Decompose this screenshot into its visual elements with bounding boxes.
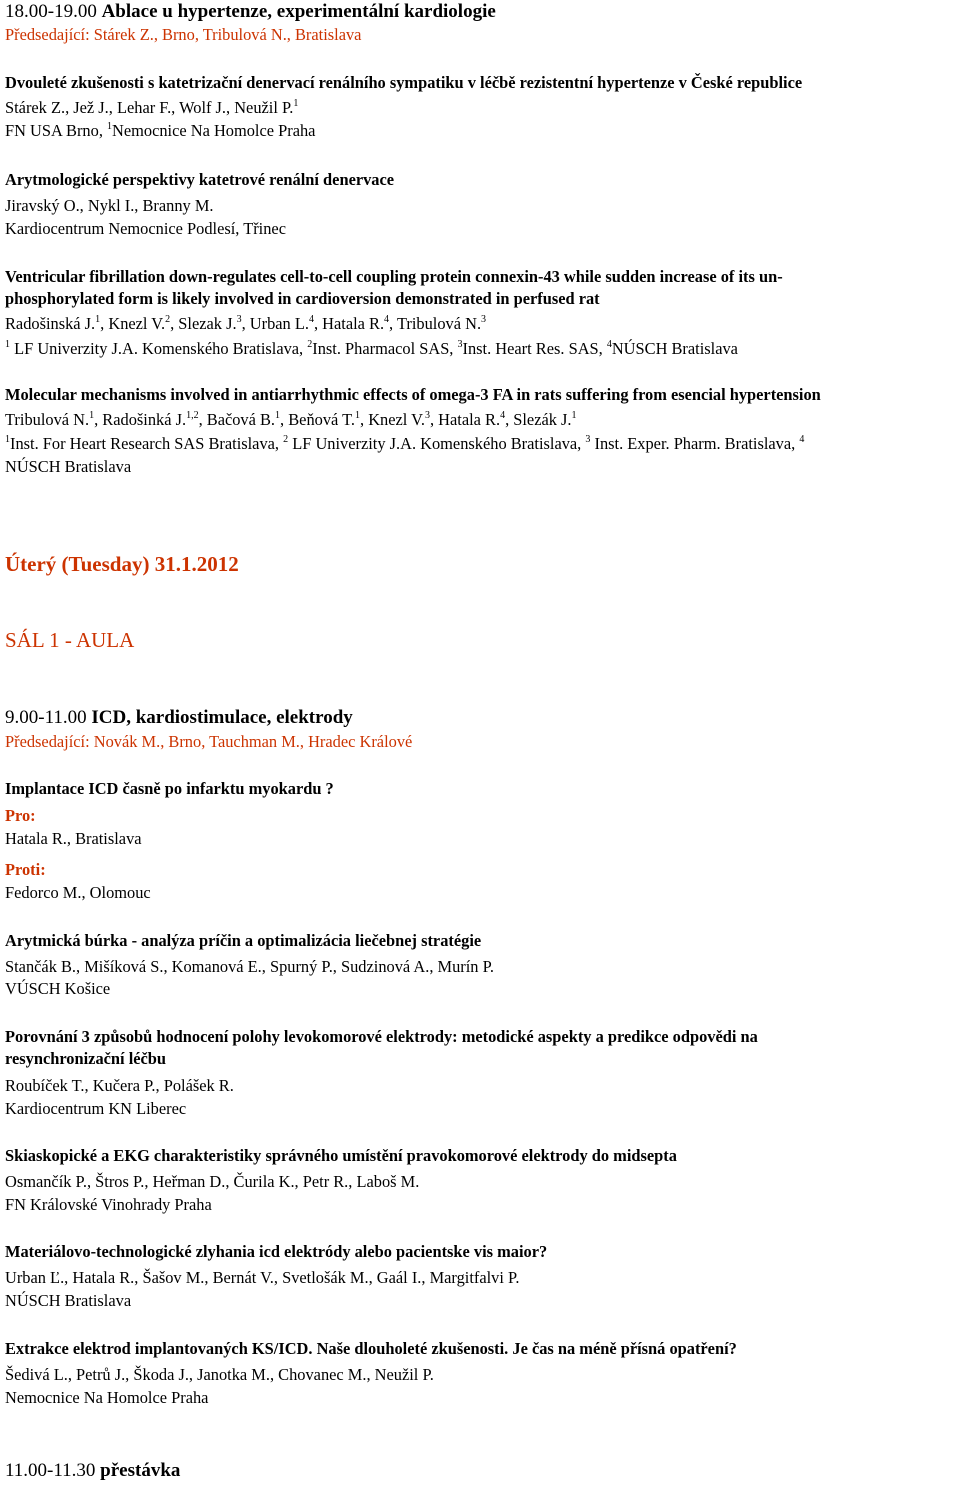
talk-title: Extrakce elektrod implantovaných KS/ICD. Naše dlouholeté zkušenosti. Je čas na méně přísná opatření? [5, 1339, 737, 1358]
talk-authors: Roubíček T., Kučera P., Polášek R. [5, 1076, 234, 1095]
talk-title: Dvouleté zkušenosti s katetrizační denervací renálního sympatiku v léčbě rezistentní hypertenze v České republice [5, 73, 803, 92]
pro-label: Pro: [5, 806, 36, 825]
session-chairs: Předsedající: Novák M., Brno, Tauchman M., Hradec Králové [5, 732, 413, 751]
author-name: , Urban L. [241, 314, 309, 333]
session-header [5, 707, 353, 729]
author-name: , Bačová B. [198, 410, 276, 429]
author-name: Tribulová N. [5, 410, 90, 429]
contra-speaker: Fedorco M., Olomouc [5, 883, 151, 902]
session-chairs: Předsedající: Stárek Z., Brno, Tribulová N., Bratislava [5, 25, 362, 44]
affiliation-name: Inst. Pharmacol SAS, [312, 339, 458, 358]
affiliation-index: 3 [457, 338, 463, 350]
affiliation-index: 2 [283, 433, 289, 445]
author-affiliation-index: 1 [275, 409, 281, 421]
affiliation-name: NÚSCH Bratislava [611, 339, 738, 358]
session-title: Ablace u hypertenze, experimentální kardiologie [101, 1, 496, 22]
talk-title-line: Ventricular fibrillation down-regulates cell-to-cell coupling protein connexin-43 while sudden increase of its un- [5, 267, 783, 286]
author-affiliation-index: 4 [500, 409, 506, 421]
author-name: , Hatala R. [429, 410, 501, 429]
session-header [5, 1, 496, 23]
talk-authors: Šedivá L., Petrů J., Škoda J., Janotka M., Chovanec M., Neužil P. [5, 1365, 434, 1384]
talk-affiliation: Kardiocentrum Nemocnice Podlesí, Třinec [5, 219, 286, 238]
break-time: 11.00-11.30 [5, 1460, 96, 1481]
author-affiliation-index: 4 [384, 313, 390, 325]
session-time: 9.00-11.00 [5, 707, 87, 728]
talk-affiliation: FN USA Brno, $^1$Nemocnice Na Homolce Praha [5, 120, 316, 140]
affiliation-index: 3 [585, 433, 591, 445]
affiliation-name: Inst. For Heart Research SAS Bratislava, [10, 434, 284, 453]
author-name: , Knezl V. [360, 410, 425, 429]
talk-authors [5, 409, 577, 431]
talk-title: Implantace ICD časně po infarktu myokardu ? [5, 779, 334, 798]
talk-authors: Osmančík P., Štros P., Heřman D., Čurila K., Petr R., Laboš M. [5, 1172, 420, 1191]
author-name: , Hatala R. [313, 314, 385, 333]
talk-affiliation [5, 338, 738, 360]
author-affiliation-index: 4 [308, 313, 314, 325]
affiliation-name: LF Univerzity J.A. Komenského Bratislava, [10, 339, 308, 358]
author-affiliation-index: 3 [481, 313, 487, 325]
author-affiliation-index: 3 [236, 313, 242, 325]
author-affiliation-index: 1 [571, 409, 577, 421]
affiliation-index: 1 [5, 338, 10, 350]
talk-affiliation [5, 433, 804, 455]
session-title: ICD, kardiostimulace, elektrody [91, 707, 353, 728]
break-label: přestávka [100, 1460, 181, 1481]
talk-authors [5, 313, 486, 335]
talk-title-line: Porovnání 3 způsobů hodnocení polohy levokomorové elektrody: metodické aspekty a predikce odpovědi na [5, 1027, 758, 1046]
author-name: , Radošinká J. [94, 410, 187, 429]
talk-title: Materiálovo-technologické zlyhania icd elektródy alebo pacientske vis maior? [5, 1242, 548, 1261]
author-name: , Beňová T. [280, 410, 356, 429]
affiliation-index: 4 [799, 433, 805, 445]
author-affiliation-index: 1 [95, 313, 101, 325]
affiliation-index: 4 [606, 338, 612, 350]
talk-affiliation: FN Královské Vinohrady Praha [5, 1195, 212, 1214]
author-affiliation-index: 3 [424, 409, 430, 421]
author-name: , Tribulová N. [389, 314, 482, 333]
talk-title: Molecular mechanisms involved in antiarrhythmic effects of omega-3 FA in rats suffering from esencial hypertension [5, 385, 821, 404]
author-affiliation-index: 2 [165, 313, 171, 325]
talk-authors: Stančák B., Mišíková S., Komanová E., Spurný P., Sudzinová A., Murín P. [5, 957, 494, 976]
author-name: , Knezl V. [100, 314, 166, 333]
room-heading: SÁL 1 - AULA [5, 628, 135, 652]
talk-affiliation: NÚSCH Bratislava [5, 1291, 132, 1310]
talk-authors: Urban Ľ., Hatala R., Šašov M., Bernát V., Svetlošák M., Gaál I., Margitfalvi P. [5, 1268, 520, 1287]
author-name: , Slezak J. [170, 314, 237, 333]
talk-title-line: phosphorylated form is likely involved in cardioversion demonstrated in perfused rat [5, 289, 600, 308]
affiliation-index: 1 [5, 433, 10, 445]
talk-title: Arytmologické perspektivy katetrové renální denervace [5, 170, 395, 189]
talk-title: Arytmická búrka - analýza príčin a optimalizácia liečebnej stratégie [5, 931, 482, 950]
talk-title-line: resynchronizační léčbu [5, 1049, 167, 1068]
contra-label: Proti: [5, 860, 46, 879]
affiliation-name: Inst. Exper. Pharm. Bratislava, [590, 434, 800, 453]
author-name: Radošinská J. [5, 314, 96, 333]
author-affiliation-index: 1 [89, 409, 95, 421]
affiliation-name: Inst. Heart Res. SAS, [462, 339, 607, 358]
author-name: , Slezák J. [505, 410, 572, 429]
author-affiliation-index: 1,2 [186, 409, 199, 421]
talk-title: Skiaskopické a EKG charakteristiky správného umístění pravokomorové elektrody do midsepta [5, 1146, 677, 1165]
affiliation-name: LF Univerzity J.A. Komenského Bratislava, [288, 434, 586, 453]
talk-authors: Jiravský O., Nykl I., Branny M. [5, 196, 214, 215]
talk-affiliation: Nemocnice Na Homolce Praha [5, 1388, 209, 1407]
talk-authors: Stárek Z., Jež J., Lehar F., Wolf J., Neužil P.$^1$ [5, 97, 299, 117]
day-heading: Úterý (Tuesday) 31.1.2012 [5, 552, 239, 576]
affiliation-index: 2 [307, 338, 313, 350]
author-affiliation-index: 1 [355, 409, 361, 421]
session-time: 18.00-19.00 [5, 1, 97, 22]
talk-affiliation: Kardiocentrum KN Liberec [5, 1099, 187, 1118]
break-row [5, 1460, 180, 1482]
talk-affiliation: VÚSCH Košice [5, 979, 111, 998]
pro-speaker: Hatala R., Bratislava [5, 829, 142, 848]
talk-affiliation-cont: NÚSCH Bratislava [5, 457, 132, 476]
